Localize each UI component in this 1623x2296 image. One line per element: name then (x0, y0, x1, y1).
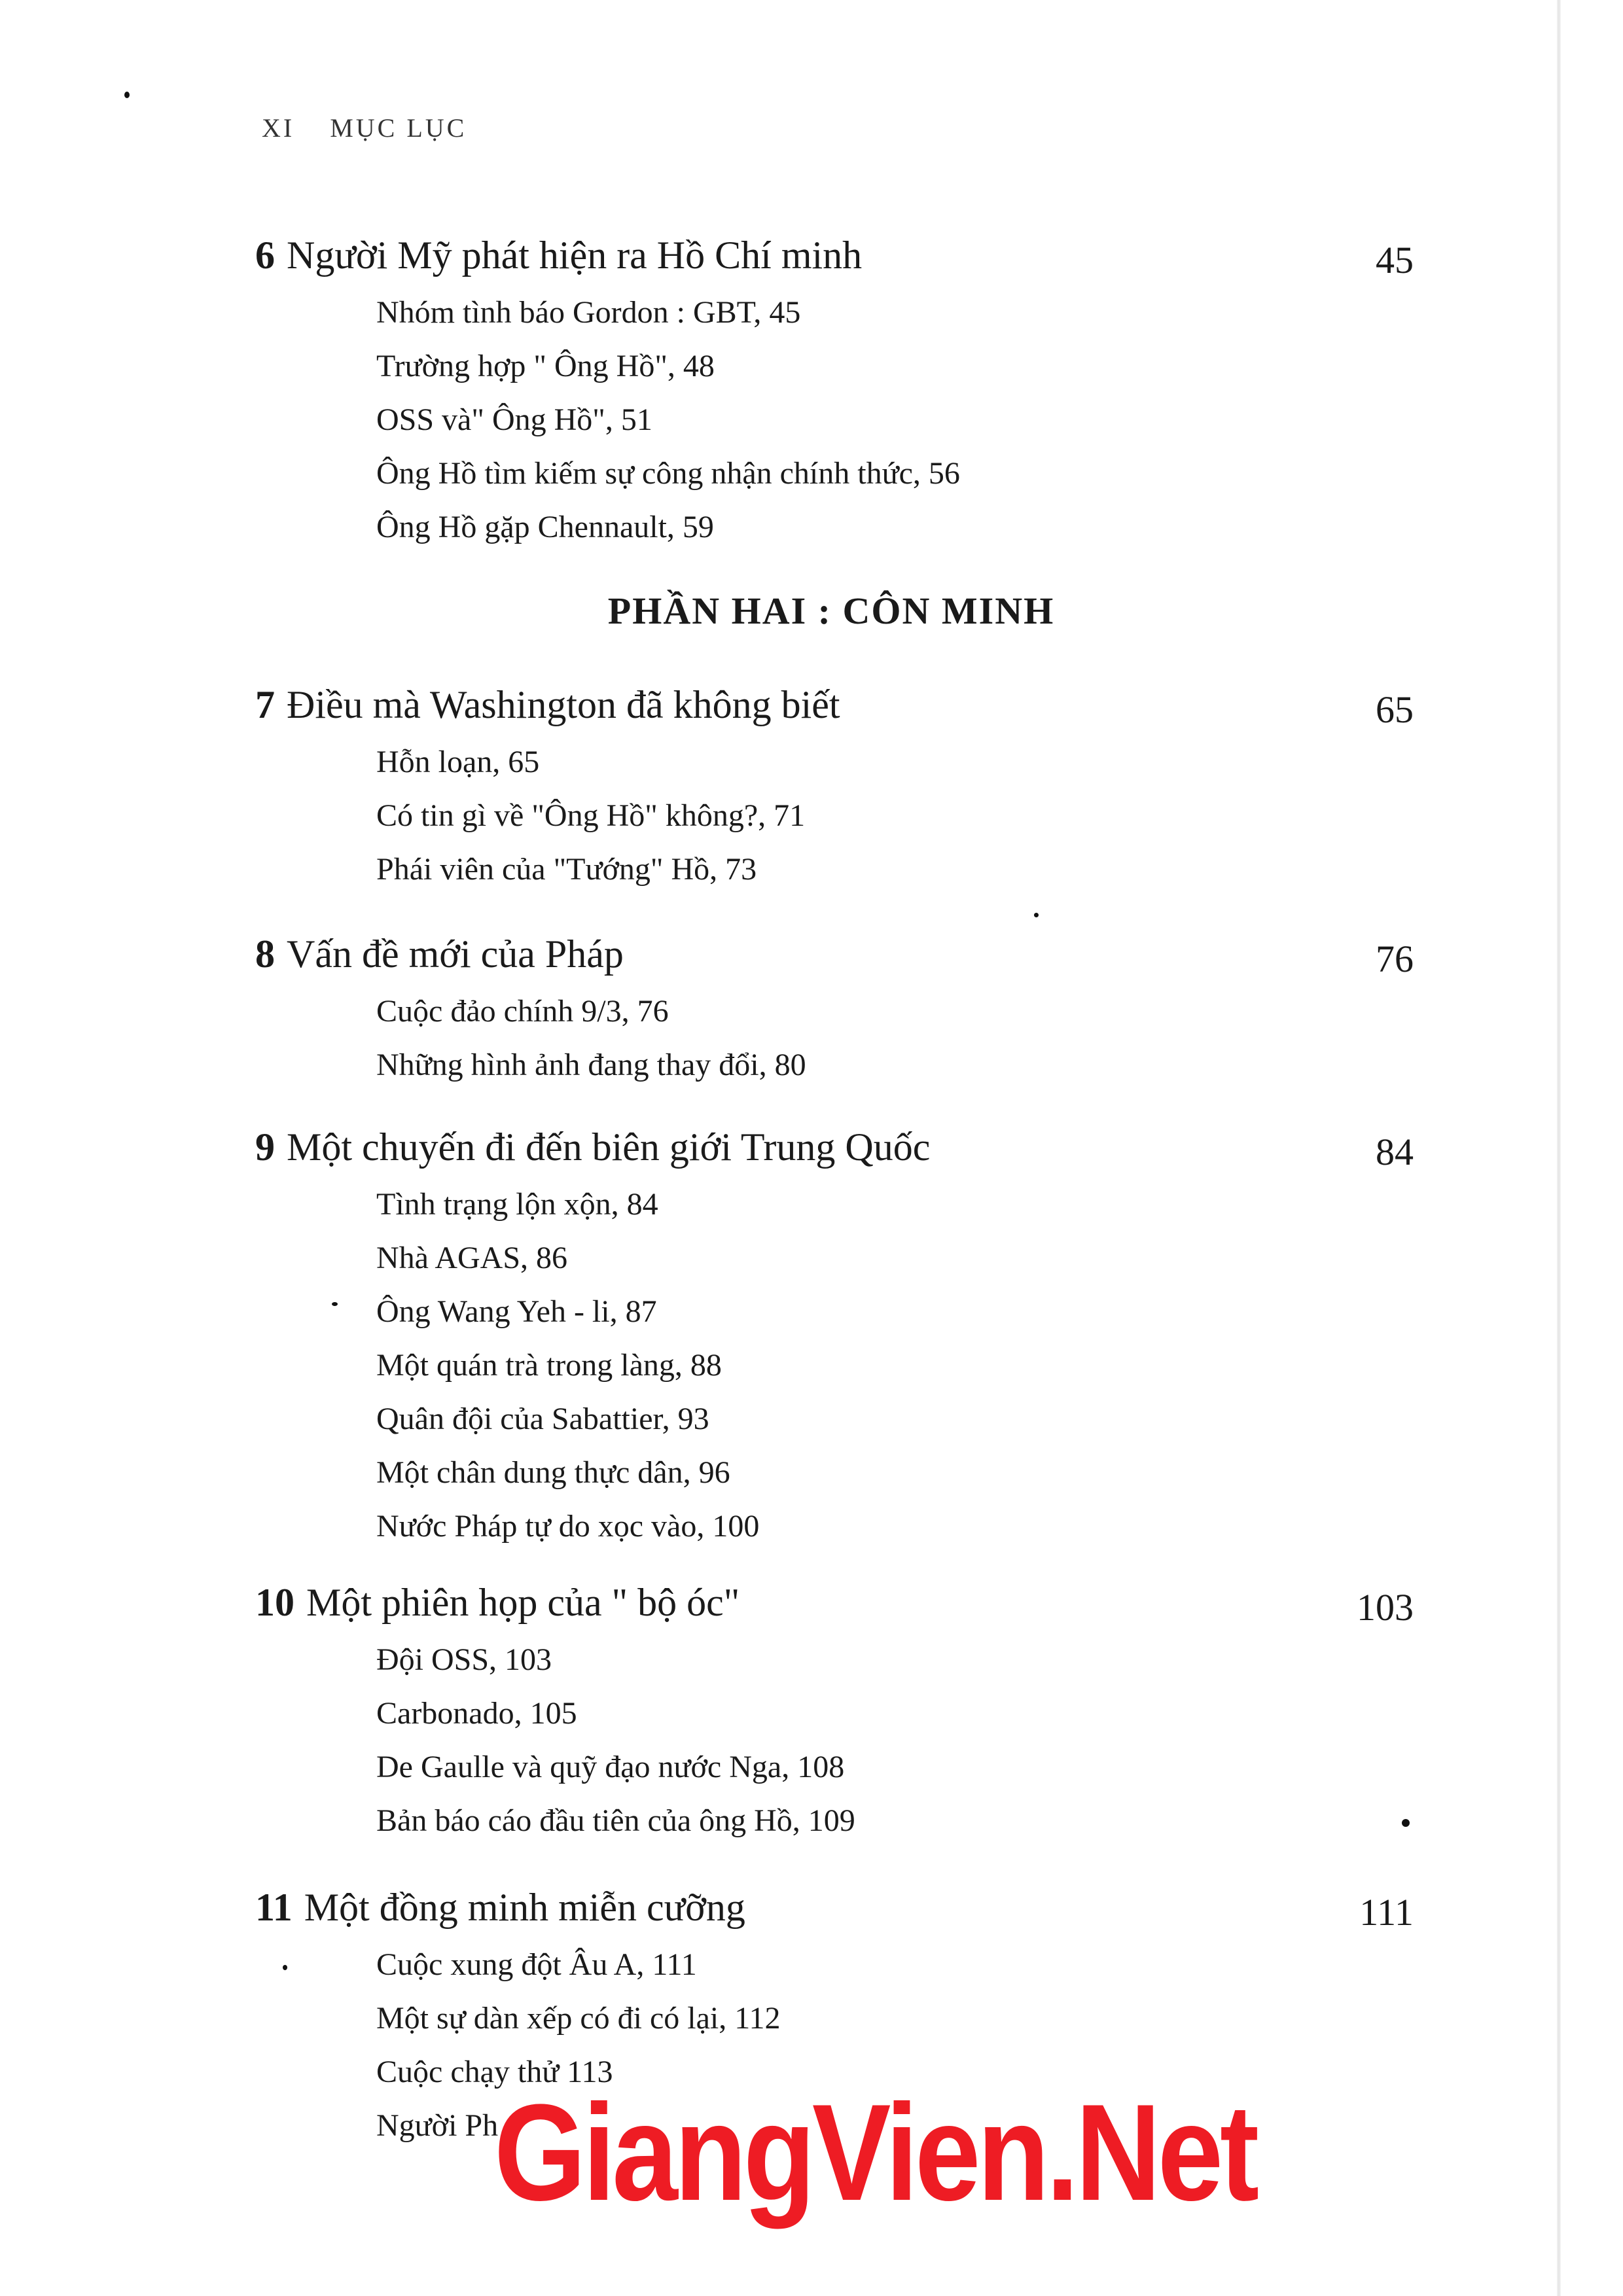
running-head (262, 113, 467, 143)
section-list (376, 735, 1414, 896)
section-entry: Hỗn loạn, 65 (376, 745, 540, 779)
toc-chapter-10 (255, 1580, 1414, 1848)
chapter-page-number: 76 (1376, 938, 1414, 980)
scan-speck (283, 1965, 287, 1970)
section-entry: Một sự dàn xếp có đi có lại, 112 (376, 2001, 781, 2036)
section-entry: Ông Hồ gặp Chennault, 59 (376, 510, 714, 544)
chapter-number: 6 (255, 234, 275, 277)
section-entry: Những hình ảnh đang thay đổi, 80 (376, 1048, 806, 1082)
chapter-title-text: Vấn đề mới của Pháp (287, 932, 624, 976)
section-entry: Nhà AGAS, 86 (376, 1241, 568, 1275)
chapter-title (255, 682, 1414, 728)
chapter-page-number: 45 (1376, 239, 1414, 281)
section-entry: Nhóm tình báo Gordon : GBT, 45 (376, 295, 801, 330)
section-entry: Trường hợp " Ông Hồ", 48 (376, 349, 715, 383)
chapter-number: 7 (255, 683, 275, 726)
section-list (376, 1178, 1414, 1553)
scan-speck (1402, 1819, 1410, 1827)
section-entry: Có tin gì về "Ông Hồ" không?, 71 (376, 798, 806, 833)
chapter-number: 10 (255, 1581, 294, 1624)
scan-speck (332, 1302, 338, 1306)
chapter-number: 11 (255, 1886, 293, 1929)
chapter-title (255, 1884, 1414, 1930)
toc-chapter-6 (255, 232, 1414, 554)
chapter-title-text: Người Mỹ phát hiện ra Hồ Chí minh (287, 234, 863, 277)
section-entry: OSS và" Ông Hồ", 51 (376, 402, 652, 437)
chapter-title (255, 931, 1414, 977)
chapter-title (255, 1124, 1414, 1170)
toc-chapter-7 (255, 682, 1414, 896)
page-edge-shadow (1557, 0, 1561, 2296)
chapter-page-number: 84 (1376, 1131, 1414, 1173)
section-entry: Đội OSS, 103 (376, 1642, 552, 1677)
running-head-page-number: XI (262, 113, 295, 143)
chapter-title (255, 232, 1414, 278)
section-entry: Một chân dung thực dân, 96 (376, 1455, 730, 1490)
section-entry: Cuộc chạy thử 113 (376, 2055, 613, 2089)
chapter-page-number: 103 (1357, 1586, 1414, 1629)
toc-chapter-8 (255, 931, 1414, 1092)
watermark-logo: GiangVien.Net (494, 2075, 1256, 2229)
section-entry: Bản báo cáo đầu tiên của ông Hồ, 109 (376, 1803, 855, 1838)
chapter-number: 9 (255, 1125, 275, 1169)
section-entry: Cuộc xung đột Âu A, 111 (376, 1947, 697, 1982)
scan-speck (124, 92, 130, 98)
section-entry: Một quán trà trong làng, 88 (376, 1348, 722, 1383)
section-entry: Tình trạng lộn xộn, 84 (376, 1187, 658, 1222)
chapter-title-text: Một đồng minh miễn cưỡng (304, 1886, 745, 1929)
toc-chapter-9 (255, 1124, 1414, 1553)
section-entry: Phái viên của "Tướng" Hồ, 73 (376, 852, 757, 887)
chapter-title-text: Điều mà Washington đã không biết (287, 683, 840, 726)
chapter-title-text: Một phiên họp của " bộ óc" (306, 1581, 740, 1624)
section-list (376, 1633, 1414, 1848)
section-entry: Carbonado, 105 (376, 1696, 577, 1731)
chapter-page-number: 65 (1376, 688, 1414, 731)
chapter-title (255, 1580, 1414, 1625)
section-entry: Quân đội của Sabattier, 93 (376, 1402, 709, 1436)
section-entry: Người Ph (376, 2108, 499, 2143)
part-heading: PHẦN HAI : CÔN MINH (607, 590, 1055, 632)
section-entry: Nước Pháp tự do xọc vào, 100 (376, 1509, 760, 1544)
scan-speck (1034, 913, 1039, 917)
section-entry: Cuộc đảo chính 9/3, 76 (376, 994, 669, 1029)
section-entry: Ông Hồ tìm kiếm sự công nhận chính thức, 56 (376, 456, 960, 491)
chapter-title-text: Một chuyến đi đến biên giới Trung Quốc (287, 1125, 931, 1169)
section-entry: Ông Wang Yeh - li, 87 (376, 1294, 657, 1329)
running-head-title: MỤC LỤC (330, 113, 467, 143)
section-entry: De Gaulle và quỹ đạo nước Nga, 108 (376, 1750, 845, 1784)
chapter-number: 8 (255, 932, 275, 976)
chapter-page-number: 111 (1359, 1891, 1414, 1934)
section-list (376, 286, 1414, 554)
section-list (376, 985, 1414, 1092)
